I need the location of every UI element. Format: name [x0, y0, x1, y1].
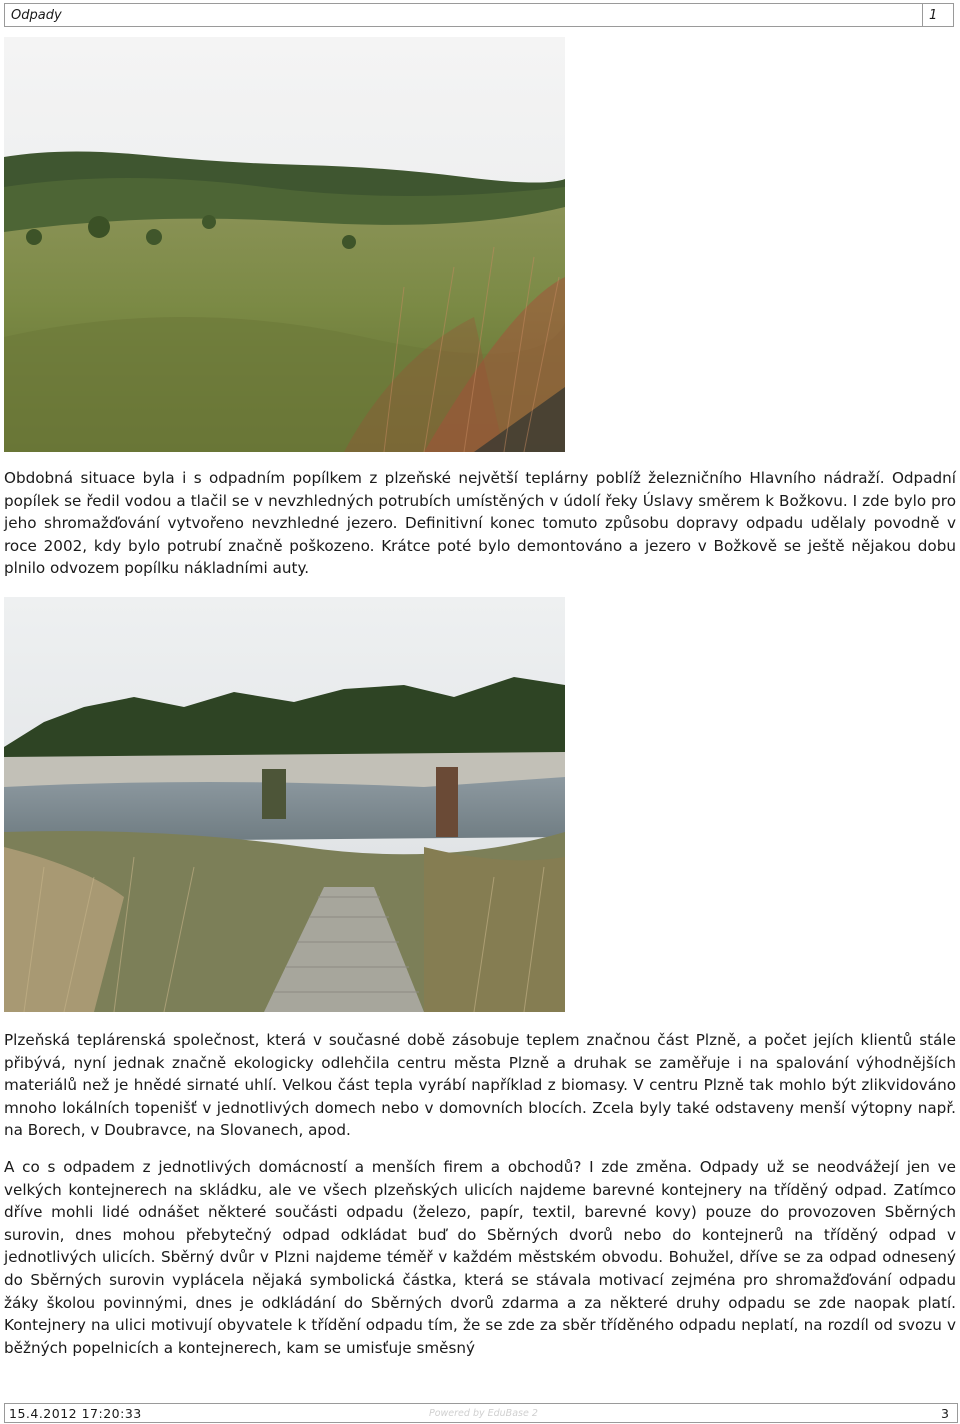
powered-by-watermark: Powered by EduBase 2 — [429, 1407, 538, 1419]
paragraph-heating-company: Plzeňská teplárenská společnost, která v současné době zásobuje teplem značnou část Plzně, a počet jejích klientů stále přibývá, nyní jednak značně ekologicky odlehčila centru města Plzně a druhak se zaměřuje i na spalování výhodnějších materiálů než je hnědé sirnaté uhlí. Velkou část tepla vyrábí například z biomasy. V centru Plzně tak mohlo být zlikvidováno mnoho lokálních topenišť v jednotlivých domech nebo v domovních blocích. Zcela byly také odstaveny menší výtopny např. na Borech, v Doubravce, na Slovanech, apod. — [4, 1031, 956, 1140]
page-footer — [4, 1403, 958, 1423]
lake-photo — [4, 597, 565, 1012]
footer-page-number: 3 — [941, 1405, 949, 1421]
meadow-photo — [4, 37, 565, 452]
document-title: Odpady — [5, 4, 923, 26]
paragraph-ash-pipeline: Obdobná situace byla i s odpadním popílkem z plzeňské největší teplárny poblíž železničního Hlavního nádraží. Odpadní popílek se ředil vodou a tlačil se v nevzhledných potrubích umístěných v údolí řeky Úslavy směrem k Božkovu. I zde bylo pro jeho shromažďování vytvořeno nevzhledné jezero. Definitivní konec tomuto způsobu dopravy odpadu udělaly povodně v roce 2002, kdy bylo potrubí značně poškozeno. Krátce poté bylo demontováno a jezero v Božkově se ještě nějakou dobu plnilo odvozem popílku nákladními auty. — [4, 469, 956, 578]
footer-datetime: 15.4.2012 17:20:33 — [9, 1405, 142, 1421]
page-header — [4, 3, 954, 27]
header-page-number: 1 — [929, 8, 938, 23]
paragraph-household-waste: A co s odpadem z jednotlivých domácností a menších firem a obchodů? I zde změna. Odpady už se neodvážejí jen ve velkých kontejnerech na skládku, ale ve všech plzeňských ulicích najdeme barevné kontejnery na tříděný odpad. Zatímco dříve mohli lidé odnášet některé součásti odpadu (železo, papír, textil, barevné kovy) pouze do provozoven Sběrných surovin, dnes mohou přebytečný odpad odkládat buď do Sběrných dvorů nebo do kontejnerů na tříděný odpad v jednotlivých ulicích. Sběrný dvůr v Plzni najdeme téměř v každém městském obvodu. Bohužel, dříve se za odpad odnesený do Sběrných surovin vyplácela nějaká symbolická částka, která se stávala motivací zejména pro shromažďování odpadu žáky školou povinnými, dnes je odkládání do Sběrných dvorů zdarma a za některé druhy odpadu se zde naopak platí. Kontejnery na ulici motivují obyvatele k třídění odpadu tím, že se zde za sběr tříděného odpadu neplatí, na rozdíl od svozu v běžných popelnicích a kontejnerech, kam se umisťuje směsný — [4, 1158, 956, 1357]
